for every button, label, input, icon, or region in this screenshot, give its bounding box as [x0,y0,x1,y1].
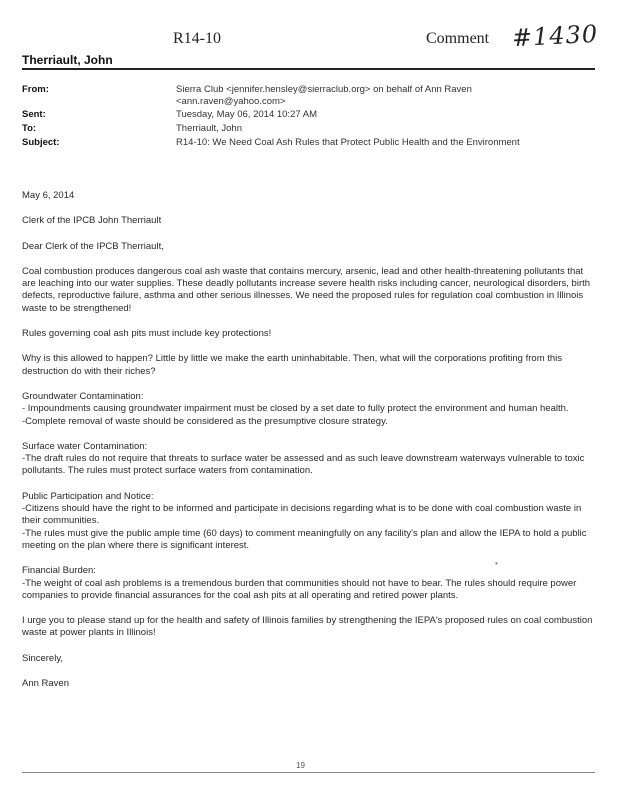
docket-number: R14-10 [173,30,221,47]
paragraph-key-protections: Rules governing coal ash pits must include key protections! [22,328,272,340]
comment-label: Comment [426,30,490,47]
letter-signoff: Sincerely, [22,652,64,664]
section-public-participation [22,491,594,552]
paragraph-closing: I urge you to please stand up for the health and safety of Illinois families by strengthening the IEPA's proposed rules on coal combustion waste at power plants in Illinois! [22,615,593,639]
paragraph-question: Why is this allowed to happen? Little by little we make the earth uninhabitable. Then, what will the corporations profiting from this destruction do with their riches? [22,353,563,377]
handwritten-comment-number: #1430 [511,19,599,53]
public-participation-point-1: -Citizens should have the right to be informed and participate in decisions regarding what is to be done with coal combustion waste in their communities. [22,503,582,527]
to-label: To: [22,123,37,134]
financial-burden-heading: Financial Burden: [22,565,96,577]
financial-burden-point-1: -The weight of coal ash problems is a tremendous burden that communities should not have to bear. The rules should require power companies to provide financial assurances for the coal ash pits at all operating and retired power plants. [22,577,577,601]
groundwater-heading: Groundwater Contamination: [22,390,144,402]
from-line-2: <ann.raven@yahoo.com> [176,96,286,107]
from-line-1: Sierra Club <jennifer.hensley@sierraclub.org> on behalf of Ann Raven [176,84,472,95]
sent-value: Tuesday, May 06, 2014 10:27 AM [176,109,318,120]
from-label: From: [22,84,49,95]
page-number: 19 [296,761,305,770]
section-groundwater [22,391,594,428]
subject-label: Subject: [22,137,60,148]
public-participation-heading: Public Participation and Notice: [22,490,154,502]
surface-water-heading: Surface water Contamination: [22,440,148,452]
email-body [22,190,594,703]
mailbox-owner-name: Therriault, John [22,53,113,67]
to-value: Therriault, John [176,123,243,134]
letter-date: May 6, 2014 [22,190,75,201]
public-participation-point-2: -The rules must give the public ample time (60 days) to comment meaningfully on any facility's plan and allow the IEPA to hold a public meeting on the plan where there is significant interest. [22,527,587,551]
header-divider [22,68,595,70]
groundwater-point-2: -Complete removal of waste should be considered as the presumptive closure strategy. [22,415,388,427]
letter-signature: Ann Raven [22,678,70,690]
from-value [176,84,596,108]
section-financial-burden [22,565,594,602]
paragraph-intro: Coal combustion produces dangerous coal ash waste that contains mercury, arsenic, lead and other health-threatening pollutants that are leaching into our water supplies. These deadly pollutants increase severe health risks including cancer, neurological disorders, birth defects, reproductive failure, asthma and other serious illnesses. We need the proposed rules for regulation coal combustion in Illinois waste to be strengthened! [22,265,591,314]
scan-artifact-mark: • [495,559,498,568]
letter-salutation: Dear Clerk of the IPCB Therriault, [22,240,164,252]
letter-recipient: Clerk of the IPCB John Therriault [22,215,162,227]
surface-water-point-1: -The draft rules do not require that threats to surface water be assessed and as such leave downstream waterways vulnerable to toxic pollutants. The rules must protect surface waters from contamination. [22,453,585,477]
footer-divider [22,772,595,773]
section-surface-water [22,441,594,478]
groundwater-point-1: - Impoundments causing groundwater impairment must be closed by a set date to fully protect the environment and human health. [22,403,569,415]
sent-label: Sent: [22,109,46,120]
subject-value: R14-10: We Need Coal Ash Rules that Protect Public Health and the Environment [176,137,520,148]
